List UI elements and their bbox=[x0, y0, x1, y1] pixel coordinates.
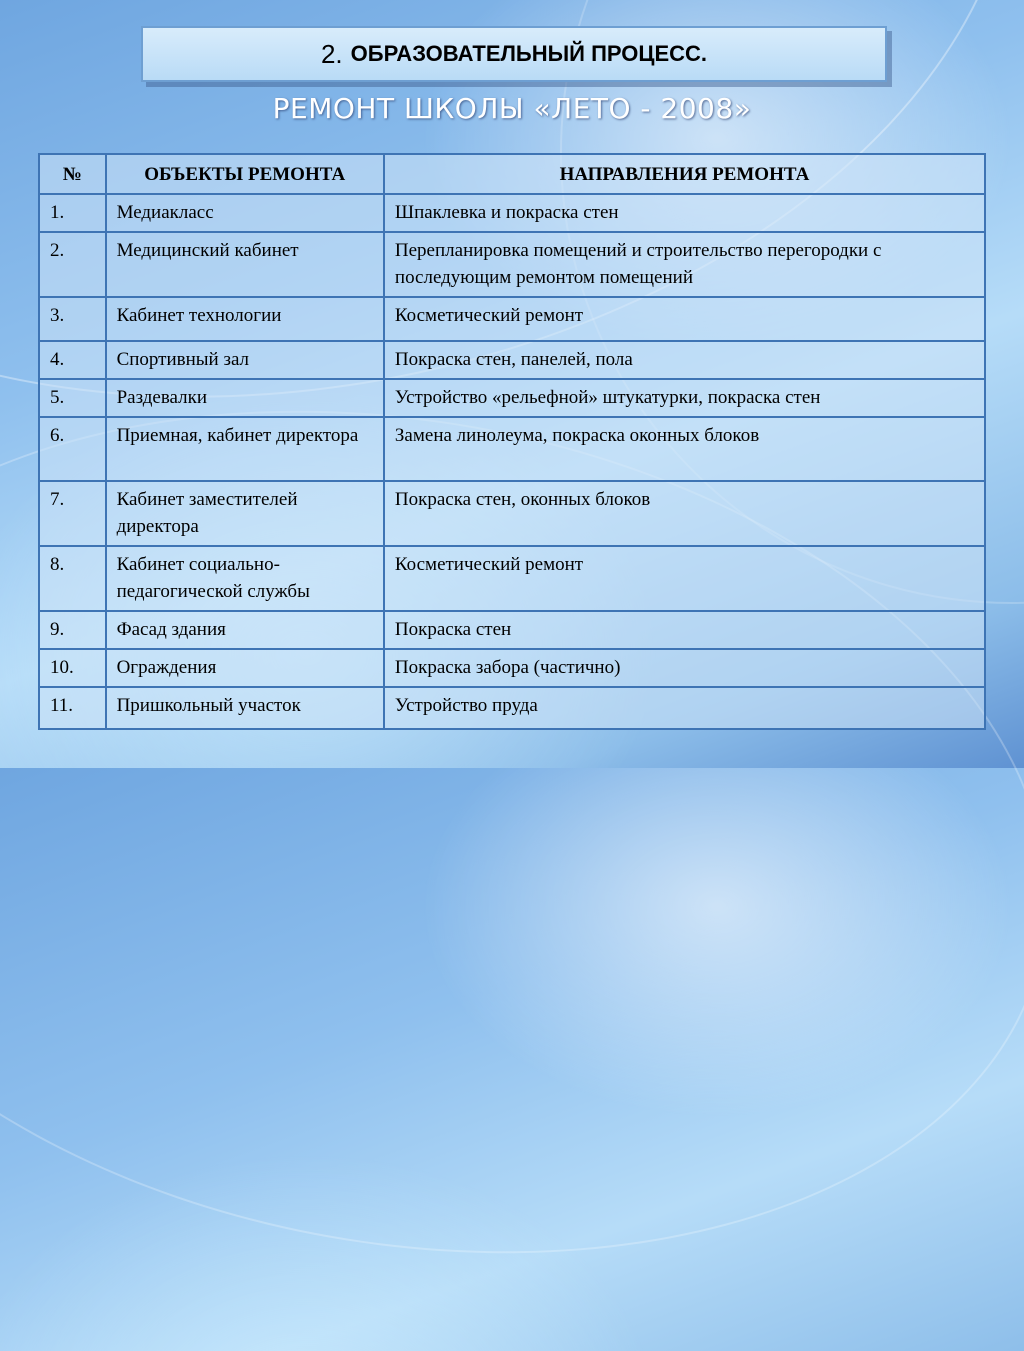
row-direction: Шпаклевка и покраска стен bbox=[384, 194, 985, 232]
row-direction: Замена линолеума, покраска оконных блоков bbox=[384, 417, 985, 481]
row-object: Кабинет заместителей директора bbox=[106, 481, 384, 546]
row-object: Кабинет социально-педагогической службы bbox=[106, 546, 384, 611]
row-direction: Покраска стен, панелей, пола bbox=[384, 341, 985, 379]
row-direction: Устройство «рельефной» штукатурки, покраска стен bbox=[384, 379, 985, 417]
table-row bbox=[39, 417, 985, 481]
table-row bbox=[39, 379, 985, 417]
row-direction: Покраска забора (частично) bbox=[384, 649, 985, 687]
row-num: 9. bbox=[39, 611, 106, 649]
header-num: № bbox=[39, 154, 106, 194]
slide-subtitle: РЕМОНТ ШКОЛЫ «ЛЕТО - 2008» bbox=[272, 92, 752, 125]
row-direction: Покраска стен, оконных блоков bbox=[384, 481, 985, 546]
table-row bbox=[39, 649, 985, 687]
row-num: 7. bbox=[39, 481, 106, 546]
repair-table bbox=[38, 153, 986, 730]
row-object: Приемная, кабинет директора bbox=[106, 417, 384, 481]
row-object: Ограждения bbox=[106, 649, 384, 687]
row-object: Пришкольный участок bbox=[106, 687, 384, 729]
table-header-row bbox=[39, 154, 985, 194]
row-num: 3. bbox=[39, 297, 106, 341]
title-number: 2. bbox=[320, 38, 343, 69]
row-num: 10. bbox=[39, 649, 106, 687]
row-direction: Косметический ремонт bbox=[384, 546, 985, 611]
row-num: 5. bbox=[39, 379, 106, 417]
table-row bbox=[39, 546, 985, 611]
row-num: 11. bbox=[39, 687, 106, 729]
table-row bbox=[39, 687, 985, 729]
row-direction: Косметический ремонт bbox=[384, 297, 985, 341]
row-num: 8. bbox=[39, 546, 106, 611]
table-row bbox=[39, 194, 985, 232]
table-row bbox=[39, 611, 985, 649]
row-direction: Перепланировка помещений и строительство перегородки с последующим ремонтом помещений bbox=[384, 232, 985, 297]
slide-title-box bbox=[141, 26, 887, 82]
row-num: 6. bbox=[39, 417, 106, 481]
row-object: Спортивный зал bbox=[106, 341, 384, 379]
row-num: 4. bbox=[39, 341, 106, 379]
row-num: 2. bbox=[39, 232, 106, 297]
table-row bbox=[39, 297, 985, 341]
slide-title: ОБРАЗОВАТЕЛЬНЫЙ ПРОЦЕСС. bbox=[350, 41, 708, 66]
header-directions: НАПРАВЛЕНИЯ РЕМОНТА bbox=[384, 154, 985, 194]
row-object: Кабинет технологии bbox=[106, 297, 384, 341]
row-object: Фасад здания bbox=[106, 611, 384, 649]
row-direction: Устройство пруда bbox=[384, 687, 985, 729]
row-object: Медицинский кабинет bbox=[106, 232, 384, 297]
row-object: Раздевалки bbox=[106, 379, 384, 417]
row-object: Медиакласс bbox=[106, 194, 384, 232]
table-row bbox=[39, 232, 985, 297]
table-row bbox=[39, 341, 985, 379]
table-row bbox=[39, 481, 985, 546]
row-direction: Покраска стен bbox=[384, 611, 985, 649]
row-num: 1. bbox=[39, 194, 106, 232]
header-objects: ОБЪЕКТЫ РЕМОНТА bbox=[106, 154, 384, 194]
